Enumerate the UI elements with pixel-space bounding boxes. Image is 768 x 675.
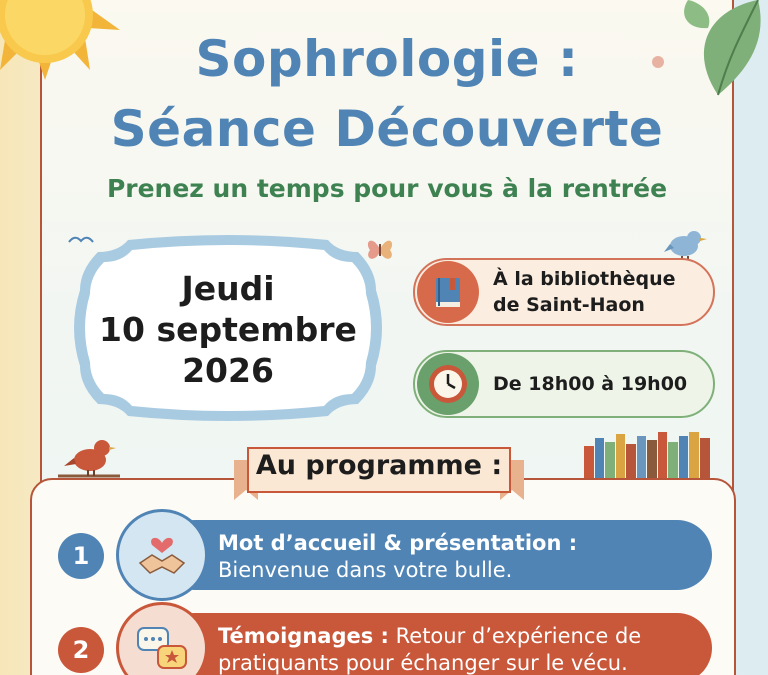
date-day-month: 10 septembre bbox=[99, 310, 357, 349]
location-line1: À la bibliothèque bbox=[493, 268, 676, 290]
program-step-2 bbox=[160, 613, 712, 675]
time-pill bbox=[413, 350, 715, 418]
subtitle: Prenez un temps pour vous à la rentrée bbox=[106, 174, 668, 203]
step-1-title: Mot d’accueil & présentation : bbox=[218, 531, 578, 555]
step-2-title: Témoignages : bbox=[218, 624, 389, 648]
time-text: De 18h00 à 19h00 bbox=[493, 373, 688, 395]
books-row-decoration bbox=[584, 428, 714, 480]
location-pill bbox=[413, 258, 715, 326]
program-step-1 bbox=[160, 520, 712, 590]
date-year: 2026 bbox=[182, 351, 274, 390]
program-heading: Au programme : bbox=[255, 450, 503, 481]
date-weekday: Jeudi bbox=[181, 269, 275, 308]
bluebird-icon bbox=[664, 226, 708, 260]
step-2-text: Retour d’expérience de pratiquants pour échanger sur le vécu. bbox=[218, 624, 642, 675]
step-1-number: 1 bbox=[58, 533, 104, 579]
handshake-heart-icon bbox=[116, 509, 208, 601]
page-title-line1: Sophrologie : bbox=[195, 30, 579, 88]
robin-icon bbox=[58, 434, 120, 480]
book-icon bbox=[417, 261, 479, 323]
event-date bbox=[58, 268, 398, 391]
page-title-line2: Séance Découverte bbox=[110, 100, 664, 158]
location-line2: de Saint-Haon bbox=[493, 294, 645, 316]
step-1-text: Bienvenue dans votre bulle. bbox=[218, 558, 513, 582]
step-2-number: 2 bbox=[58, 627, 104, 673]
location-text bbox=[479, 266, 676, 318]
clock-icon bbox=[417, 353, 479, 415]
